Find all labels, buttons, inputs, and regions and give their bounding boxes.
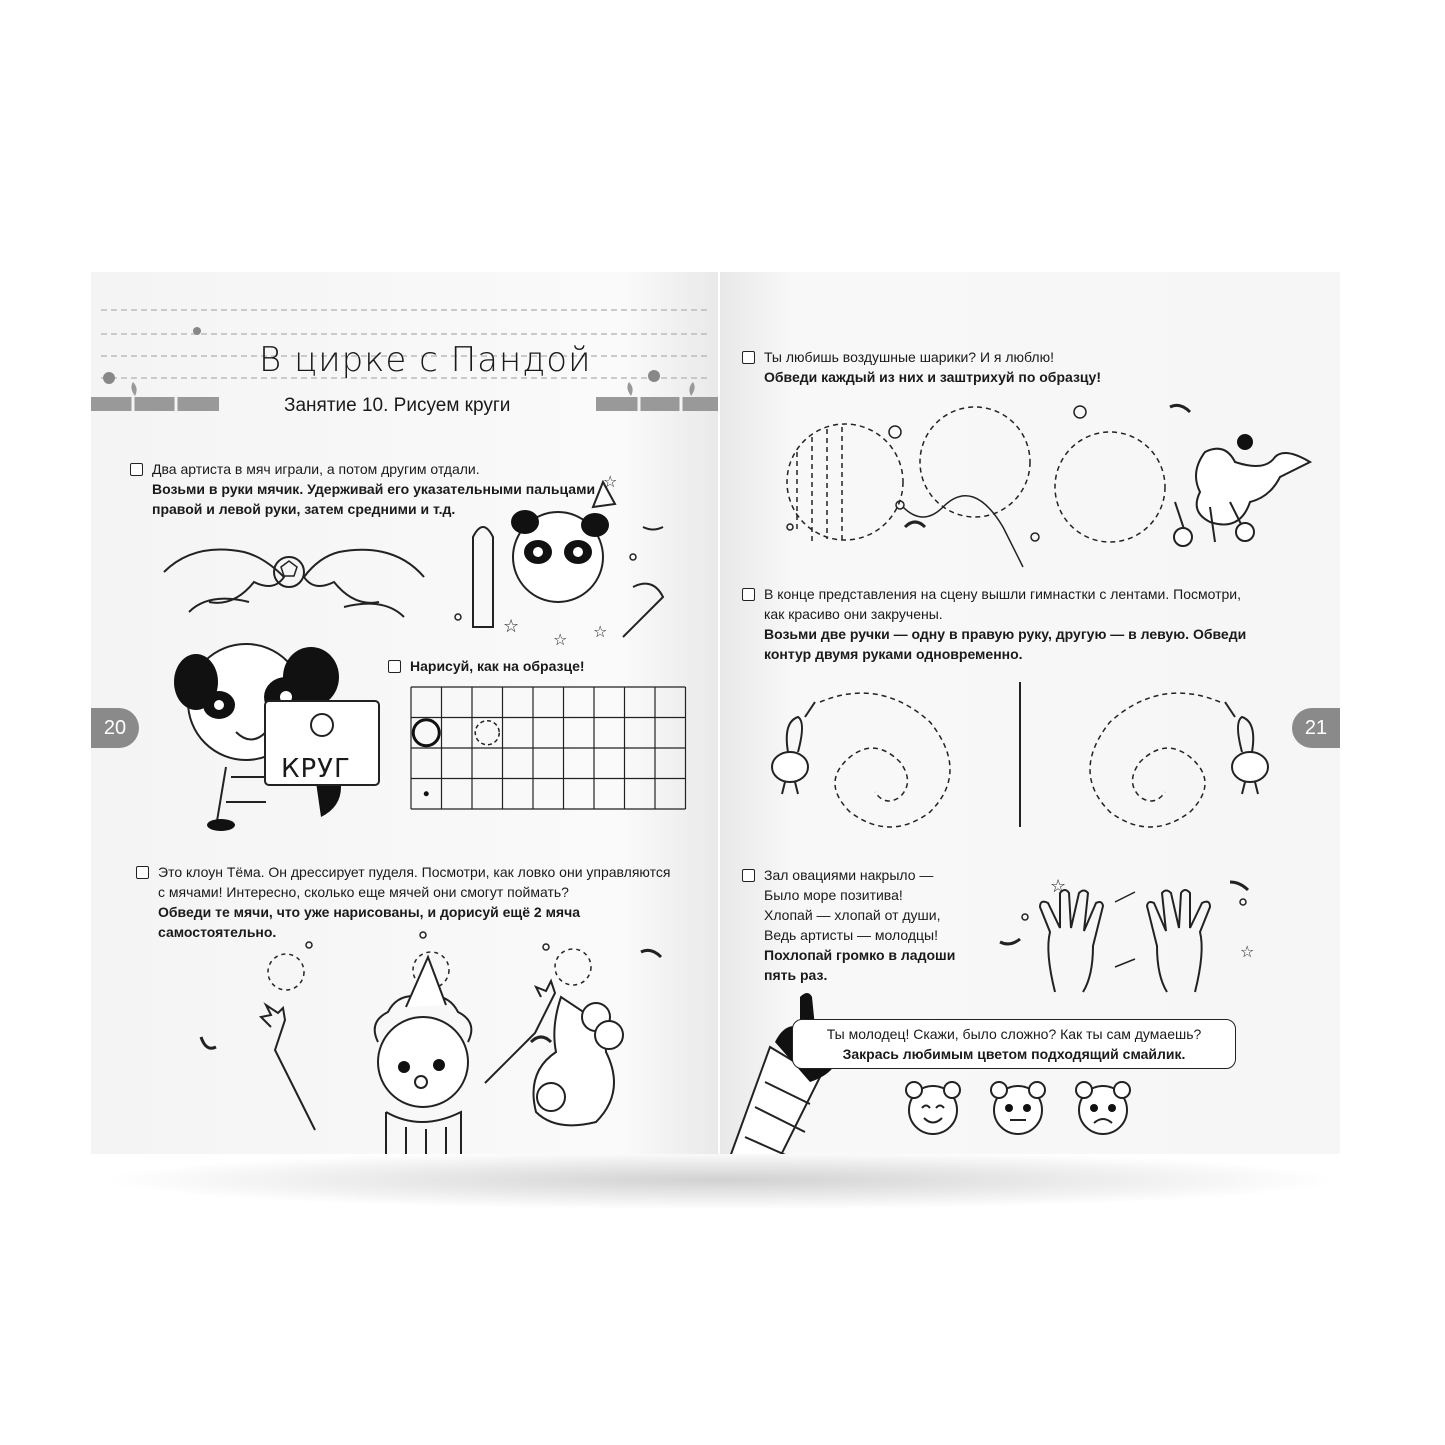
poem-line: Хлопай — хлопай от души, bbox=[764, 907, 941, 923]
book-title: В цирке с Пандой bbox=[259, 340, 592, 380]
right-page bbox=[720, 272, 1340, 1154]
sample-circle bbox=[413, 720, 439, 746]
sign-label: КРУГ bbox=[281, 754, 351, 784]
task-checkbox[interactable] bbox=[742, 869, 755, 882]
svg-text:☆: ☆ bbox=[553, 632, 568, 649]
task-checkbox[interactable] bbox=[388, 660, 401, 673]
smiley-neutral-icon[interactable] bbox=[991, 1082, 1045, 1134]
svg-text:☆: ☆ bbox=[593, 624, 608, 641]
task-checkbox[interactable] bbox=[136, 866, 149, 879]
task-clown-balls bbox=[136, 862, 676, 942]
balloons-tracing-illustration bbox=[775, 397, 1335, 567]
task-checkbox[interactable] bbox=[742, 588, 755, 601]
task-instruction: Обведи каждый из них и заштрихуй по образцу! bbox=[764, 369, 1101, 385]
smiley-happy-icon[interactable] bbox=[906, 1082, 960, 1134]
task-instruction: Похлопай громко в ладоши пять раз. bbox=[764, 947, 956, 983]
drawing-grid[interactable] bbox=[409, 685, 689, 815]
svg-text:☆: ☆ bbox=[1050, 876, 1067, 896]
task-checkbox[interactable] bbox=[742, 351, 755, 364]
task-draw-sample bbox=[388, 656, 688, 676]
start-dot bbox=[424, 791, 429, 796]
poem-line: Было море позитива! bbox=[764, 887, 903, 903]
task-text: Это клоун Тёма. Он дрессирует пуделя. Посмотри, как ловко они управляются с мячами! Интересно, сколько еще мячей они смогут поймать? bbox=[158, 864, 671, 900]
task-text: В конце представления на сцену вышли гимнастки с лентами. Посмотри, как красиво они закручены. bbox=[764, 586, 1242, 622]
svg-text:☆: ☆ bbox=[503, 616, 520, 636]
smiley-choices bbox=[898, 1080, 1158, 1140]
clown-and-poodle-illustration bbox=[201, 937, 681, 1154]
left-page bbox=[91, 272, 718, 1154]
poem-line: Ведь артисты — молодцы! bbox=[764, 927, 938, 943]
clapping-hands-illustration bbox=[995, 872, 1265, 1002]
task-instruction: Нарисуй, как на образце! bbox=[410, 658, 585, 674]
lesson-title: Занятие 10. Рисуем круги bbox=[284, 395, 511, 416]
panda-arm-illustration bbox=[720, 987, 860, 1154]
task-balloons bbox=[742, 347, 1242, 387]
task-instruction: Возьми две ручки — одну в правую руку, другую — в левую. Обведи контур двумя руками одновременно. bbox=[764, 626, 1247, 662]
poem-line: Зал овациями накрыло — bbox=[764, 867, 934, 883]
svg-text:☆: ☆ bbox=[1240, 944, 1255, 961]
task-text: Два артиста в мяч играли, а потом другим отдали. bbox=[152, 461, 480, 477]
hands-with-ball-illustration bbox=[159, 522, 429, 632]
task-text: Ты любишь воздушные шарики? И я люблю! bbox=[764, 349, 1054, 365]
task-instruction: Обведи те мячи, что уже нарисованы, и дорисуй ещё 2 мяча самостоятельно. bbox=[158, 904, 581, 940]
feedback-bubble bbox=[792, 1019, 1236, 1069]
feedback-question: Ты молодец! Скажи, было сложно? Как ты сам думаешь? bbox=[826, 1026, 1202, 1042]
trace-circle[interactable] bbox=[475, 721, 499, 745]
panda-on-hands-illustration bbox=[443, 474, 683, 649]
page-number-left: 20 bbox=[91, 708, 139, 748]
feedback-instruction: Закрась любимым цветом подходящий смайлик. bbox=[842, 1046, 1186, 1062]
svg-text:☆: ☆ bbox=[603, 474, 618, 491]
task-ribbons bbox=[742, 584, 1262, 664]
spirals-tracing-illustration bbox=[760, 677, 1290, 837]
page-number-right: 21 bbox=[1292, 708, 1340, 748]
task-clapping bbox=[742, 865, 982, 985]
task-checkbox[interactable] bbox=[130, 463, 143, 476]
task-instruction: Возьми в руки мячик. Удерживай его указательными пальцами правой и левой руки, затем средними и т.д. bbox=[152, 481, 596, 517]
smiley-sad-icon[interactable] bbox=[1076, 1082, 1130, 1134]
spread-shadow bbox=[96, 1150, 1346, 1210]
